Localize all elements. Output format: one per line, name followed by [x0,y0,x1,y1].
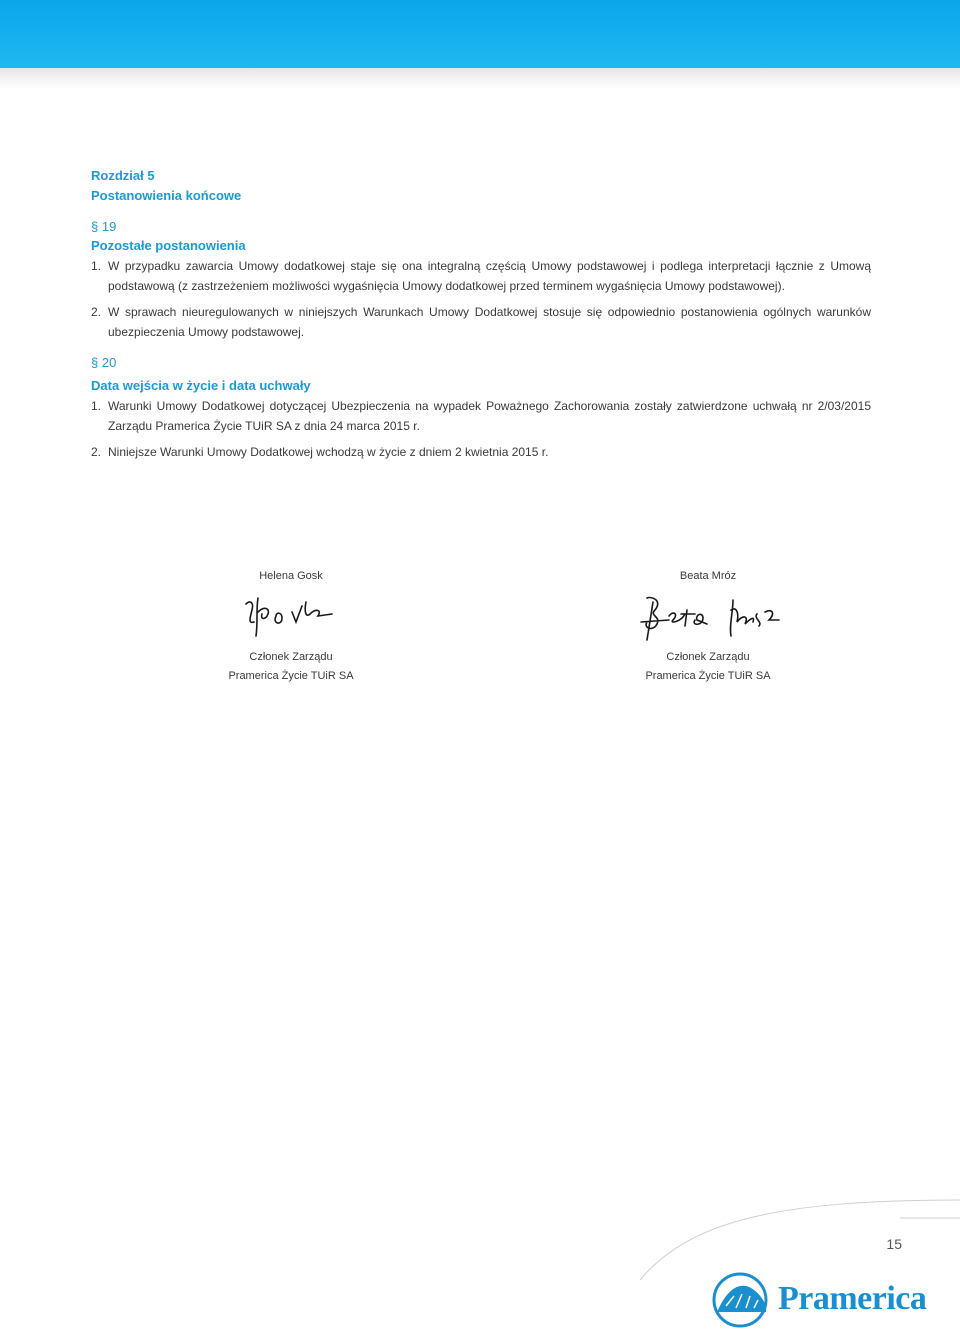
section-20-number: § 20 [91,355,117,370]
item-text: Warunki Umowy Dodatkowej dotyczącej Ubezpieczenia na wypadek Poważnego Zachorowania zostały zatwierdzone uchwałą nr 2/03/2015 Zarządu Pramerica Życie TUiR SA z dnia 24 marca 2015 r. [108,399,871,433]
handwritten-signature-icon [633,592,783,642]
page-number: 15 [886,1236,902,1252]
signatory-company: Pramerica Życie TUiR SA [645,670,771,682]
signatory-name: Helena Gosk [259,570,323,582]
handwritten-signature-icon [236,592,346,642]
header-shadow [0,68,960,90]
document-body [91,166,871,462]
item-number: 1. [91,399,102,413]
section-20-item-1 [91,396,871,436]
chapter-title: Postanowienia końcowe [91,188,242,203]
header-band [0,0,960,68]
item-number: 1. [91,259,102,273]
pramerica-logo [712,1272,942,1328]
signature-block-2 [588,567,828,686]
section-19-title: Pozostałe postanowienia [91,238,246,253]
signatory-role: Członek Zarządu [249,651,333,663]
section-19-number: § 19 [91,219,117,234]
signature-block-1 [171,567,411,686]
item-number: 2. [91,445,102,459]
signatory-company: Pramerica Życie TUiR SA [228,670,354,682]
page-corner-arc [600,1160,960,1280]
chapter-label: Rozdział 5 [91,168,155,183]
logo-wordmark: Pramerica [778,1280,927,1317]
section-20-item-2 [91,442,871,462]
item-text: Niniejsze Warunki Umowy Dodatkowej wchodzą w życie z dniem 2 kwietnia 2015 r. [108,445,549,459]
section-19-item-1 [91,256,871,296]
item-text: W sprawach nieuregulowanych w niniejszych Warunkach Umowy Dodatkowej stosuje się odpowiednio postanowienia ogólnych warunków ubezpieczenia Umowy podstawowej. [108,305,871,339]
item-text: W przypadku zawarcia Umowy dodatkowej staje się ona integralną częścią Umowy podstawowej i podlega interpretacji łącznie z Umową podstawową (z zastrzeżeniem możliwości wygaśnięcia Umowy dodatkowej przed terminem wygaśnięcia Umowy podstawowej). [108,259,871,293]
item-number: 2. [91,305,102,319]
signatory-role: Członek Zarządu [666,651,750,663]
rock-of-gibraltar-icon [712,1272,772,1328]
section-19-item-2 [91,302,871,342]
signatory-name: Beata Mróz [679,570,737,582]
section-20-title: Data wejścia w życie i data uchwały [91,378,311,393]
